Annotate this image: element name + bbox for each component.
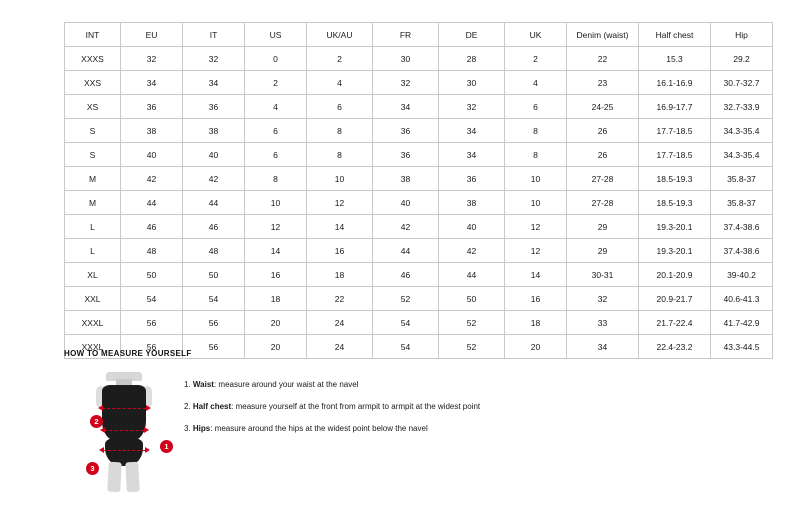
- cell-denim-waist: 27-28: [567, 191, 639, 215]
- chest-measure-arrow: [102, 408, 146, 409]
- cell-uk-au: 4: [307, 71, 373, 95]
- cell-int: XXL: [65, 287, 121, 311]
- cell-uk-au: 14: [307, 215, 373, 239]
- cell-uk-au: 22: [307, 287, 373, 311]
- cell-fr: 34: [373, 95, 439, 119]
- measure-text-waist: : measure around your waist at the navel: [213, 380, 359, 389]
- hips-measure-arrow: [103, 450, 145, 451]
- cell-uk: 12: [505, 239, 567, 263]
- cell-us: 16: [245, 263, 307, 287]
- cell-hip: 34.3-35.4: [711, 143, 773, 167]
- table-row: [65, 95, 773, 119]
- cell-it: 50: [183, 263, 245, 287]
- cell-denim-waist: 32: [567, 287, 639, 311]
- cell-it: 34: [183, 71, 245, 95]
- cell-half-chest: 19.3-20.1: [639, 239, 711, 263]
- how-to-measure-section: [64, 349, 734, 498]
- cell-hip: 43.3-44.5: [711, 335, 773, 359]
- cell-uk-au: 8: [307, 143, 373, 167]
- hips-arrow-cap-left: [99, 447, 104, 453]
- badge-hips: 3: [86, 462, 99, 475]
- cell-denim-waist: 26: [567, 143, 639, 167]
- cell-uk: 18: [505, 311, 567, 335]
- cell-it: 44: [183, 191, 245, 215]
- cell-us: 12: [245, 215, 307, 239]
- cell-it: 56: [183, 311, 245, 335]
- how-to-measure-body: [64, 368, 734, 498]
- cell-us: 4: [245, 95, 307, 119]
- cell-eu: 40: [121, 143, 183, 167]
- cell-uk-au: 12: [307, 191, 373, 215]
- cell-hip: 35.8-37: [711, 167, 773, 191]
- cell-eu: 32: [121, 47, 183, 71]
- cell-half-chest: 18.5-19.3: [639, 191, 711, 215]
- cell-de: 34: [439, 143, 505, 167]
- cell-uk-au: 8: [307, 119, 373, 143]
- column-header-int: INT: [65, 23, 121, 47]
- cell-denim-waist: 22: [567, 47, 639, 71]
- cell-fr: 54: [373, 335, 439, 359]
- cell-us: 18: [245, 287, 307, 311]
- cell-de: 36: [439, 167, 505, 191]
- column-header-half-chest: Half chest: [639, 23, 711, 47]
- cell-hip: 37.4-38.6: [711, 239, 773, 263]
- cell-it: 54: [183, 287, 245, 311]
- measure-term-half-chest: Half chest: [192, 401, 232, 411]
- table-row: [65, 215, 773, 239]
- cell-denim-waist: 26: [567, 119, 639, 143]
- cell-uk-au: 6: [307, 95, 373, 119]
- cell-us: 6: [245, 119, 307, 143]
- cell-hip: 29.2: [711, 47, 773, 71]
- cell-us: 8: [245, 167, 307, 191]
- cell-uk: 10: [505, 167, 567, 191]
- table-row: [65, 167, 773, 191]
- cell-uk-au: 24: [307, 335, 373, 359]
- cell-eu: 56: [121, 335, 183, 359]
- cell-fr: 36: [373, 143, 439, 167]
- table-row: [65, 287, 773, 311]
- cell-de: 42: [439, 239, 505, 263]
- cell-it: 56: [183, 335, 245, 359]
- cell-uk: 4: [505, 71, 567, 95]
- cell-de: 40: [439, 215, 505, 239]
- cell-denim-waist: 24-25: [567, 95, 639, 119]
- cell-uk: 16: [505, 287, 567, 311]
- cell-eu: 50: [121, 263, 183, 287]
- cell-hip: 30.7-32.7: [711, 71, 773, 95]
- cell-int: XXXL: [65, 311, 121, 335]
- cell-uk: 8: [505, 143, 567, 167]
- cell-uk: 12: [505, 215, 567, 239]
- cell-denim-waist: 27-28: [567, 167, 639, 191]
- cell-us: 14: [245, 239, 307, 263]
- cell-us: 0: [245, 47, 307, 71]
- cell-denim-waist: 34: [567, 335, 639, 359]
- mannequin-torso: [102, 385, 146, 441]
- cell-half-chest: 17.7-18.5: [639, 119, 711, 143]
- chest-arrow-cap-right: [146, 405, 151, 411]
- size-table-container: [64, 22, 760, 359]
- cell-half-chest: 20.9-21.7: [639, 287, 711, 311]
- cell-half-chest: 15.3: [639, 47, 711, 71]
- cell-fr: 36: [373, 119, 439, 143]
- column-header-uk: UK: [505, 23, 567, 47]
- measure-instruction-half-chest: [184, 402, 734, 413]
- cell-fr: 46: [373, 263, 439, 287]
- cell-int: XXS: [65, 71, 121, 95]
- cell-de: 52: [439, 335, 505, 359]
- cell-half-chest: 20.1-20.9: [639, 263, 711, 287]
- cell-us: 6: [245, 143, 307, 167]
- measure-number-2: 2.: [184, 401, 191, 411]
- cell-denim-waist: 29: [567, 239, 639, 263]
- table-row: [65, 143, 773, 167]
- cell-int: S: [65, 119, 121, 143]
- measure-text-hips: : measure around the hips at the widest point below the navel: [210, 423, 428, 433]
- table-header: [65, 23, 773, 47]
- cell-uk-au: 10: [307, 167, 373, 191]
- hips-arrow-cap-right: [145, 447, 150, 453]
- cell-uk: 10: [505, 191, 567, 215]
- mannequin-figure: [64, 368, 184, 498]
- how-to-measure-title: HOW TO MEASURE YOURSELF: [64, 349, 192, 358]
- cell-half-chest: 18.5-19.3: [639, 167, 711, 191]
- cell-eu: 46: [121, 215, 183, 239]
- cell-uk: 6: [505, 95, 567, 119]
- cell-us: 20: [245, 311, 307, 335]
- cell-us: 2: [245, 71, 307, 95]
- cell-uk-au: 2: [307, 47, 373, 71]
- table-header-row: [65, 23, 773, 47]
- waist-arrow-cap-left: [100, 427, 105, 433]
- measure-number-1: 1.: [184, 380, 191, 389]
- cell-denim-waist: 30-31: [567, 263, 639, 287]
- cell-half-chest: 22.4-23.2: [639, 335, 711, 359]
- cell-int: XS: [65, 95, 121, 119]
- cell-eu: 56: [121, 311, 183, 335]
- cell-eu: 34: [121, 71, 183, 95]
- table-row: [65, 263, 773, 287]
- cell-uk: 2: [505, 47, 567, 71]
- cell-it: 36: [183, 95, 245, 119]
- table-row: [65, 239, 773, 263]
- cell-fr: 42: [373, 215, 439, 239]
- mannequin-leg-right: [125, 462, 140, 493]
- cell-fr: 40: [373, 191, 439, 215]
- cell-de: 44: [439, 263, 505, 287]
- cell-it: 32: [183, 47, 245, 71]
- cell-de: 32: [439, 95, 505, 119]
- cell-eu: 44: [121, 191, 183, 215]
- mannequin-leg-left: [107, 462, 122, 493]
- cell-half-chest: 16.9-17.7: [639, 95, 711, 119]
- cell-uk-au: 18: [307, 263, 373, 287]
- cell-eu: 54: [121, 287, 183, 311]
- cell-uk: 14: [505, 263, 567, 287]
- measure-instructions: [184, 368, 734, 445]
- cell-int: M: [65, 167, 121, 191]
- cell-half-chest: 19.3-20.1: [639, 215, 711, 239]
- cell-half-chest: 21.7-22.4: [639, 311, 711, 335]
- column-header-it: IT: [183, 23, 245, 47]
- cell-hip: 35.8-37: [711, 191, 773, 215]
- cell-it: 38: [183, 119, 245, 143]
- cell-int: S: [65, 143, 121, 167]
- cell-de: 28: [439, 47, 505, 71]
- cell-hip: 34.3-35.4: [711, 119, 773, 143]
- cell-uk-au: 24: [307, 311, 373, 335]
- cell-de: 50: [439, 287, 505, 311]
- column-header-hip: Hip: [711, 23, 773, 47]
- cell-fr: 54: [373, 311, 439, 335]
- measure-term-hips: Hips: [192, 423, 211, 433]
- cell-int: L: [65, 215, 121, 239]
- cell-it: 48: [183, 239, 245, 263]
- cell-uk: 8: [505, 119, 567, 143]
- measure-text-half-chest: : measure yourself at the front from armpit to armpit at the widest point: [231, 401, 481, 411]
- column-header-denim-waist: Denim (waist): [567, 23, 639, 47]
- cell-de: 38: [439, 191, 505, 215]
- cell-denim-waist: 29: [567, 215, 639, 239]
- measure-number-3: 3.: [184, 423, 191, 433]
- cell-denim-waist: 33: [567, 311, 639, 335]
- cell-eu: 38: [121, 119, 183, 143]
- column-header-eu: EU: [121, 23, 183, 47]
- badge-waist: 1: [160, 440, 173, 453]
- cell-hip: 37.4-38.6: [711, 215, 773, 239]
- cell-fr: 38: [373, 167, 439, 191]
- badge-half-chest: 2: [90, 415, 103, 428]
- chest-arrow-cap-left: [98, 405, 103, 411]
- waist-measure-arrow: [104, 430, 144, 431]
- cell-hip: 39-40.2: [711, 263, 773, 287]
- cell-de: 52: [439, 311, 505, 335]
- cell-de: 30: [439, 71, 505, 95]
- cell-it: 40: [183, 143, 245, 167]
- cell-fr: 52: [373, 287, 439, 311]
- cell-eu: 42: [121, 167, 183, 191]
- cell-fr: 32: [373, 71, 439, 95]
- cell-uk-au: 16: [307, 239, 373, 263]
- cell-fr: 44: [373, 239, 439, 263]
- measure-instruction-waist: [184, 380, 734, 391]
- cell-us: 10: [245, 191, 307, 215]
- table-row: [65, 47, 773, 71]
- cell-uk: 20: [505, 335, 567, 359]
- column-header-us: US: [245, 23, 307, 47]
- cell-fr: 30: [373, 47, 439, 71]
- cell-hip: 41.7-42.9: [711, 311, 773, 335]
- waist-arrow-cap-right: [144, 427, 149, 433]
- cell-int: XL: [65, 263, 121, 287]
- cell-int: M: [65, 191, 121, 215]
- column-header-fr: FR: [373, 23, 439, 47]
- cell-it: 46: [183, 215, 245, 239]
- column-header-uk-au: UK/AU: [307, 23, 373, 47]
- measure-term-waist: Waist: [192, 380, 214, 389]
- cell-it: 42: [183, 167, 245, 191]
- table-row: [65, 191, 773, 215]
- measure-instruction-hips: [184, 424, 734, 435]
- column-header-de: DE: [439, 23, 505, 47]
- size-conversion-table: [64, 22, 773, 359]
- cell-int: XXXS: [65, 47, 121, 71]
- cell-us: 20: [245, 335, 307, 359]
- cell-eu: 36: [121, 95, 183, 119]
- cell-de: 34: [439, 119, 505, 143]
- table-row: [65, 119, 773, 143]
- table-body: [65, 47, 773, 359]
- cell-denim-waist: 23: [567, 71, 639, 95]
- cell-eu: 48: [121, 239, 183, 263]
- cell-int: L: [65, 239, 121, 263]
- table-row: [65, 71, 773, 95]
- mannequin-icon: [92, 372, 156, 494]
- cell-half-chest: 17.7-18.5: [639, 143, 711, 167]
- cell-int: XXXL: [65, 335, 121, 359]
- cell-hip: 40.6-41.3: [711, 287, 773, 311]
- cell-half-chest: 16.1-16.9: [639, 71, 711, 95]
- cell-hip: 32.7-33.9: [711, 95, 773, 119]
- table-row: [65, 311, 773, 335]
